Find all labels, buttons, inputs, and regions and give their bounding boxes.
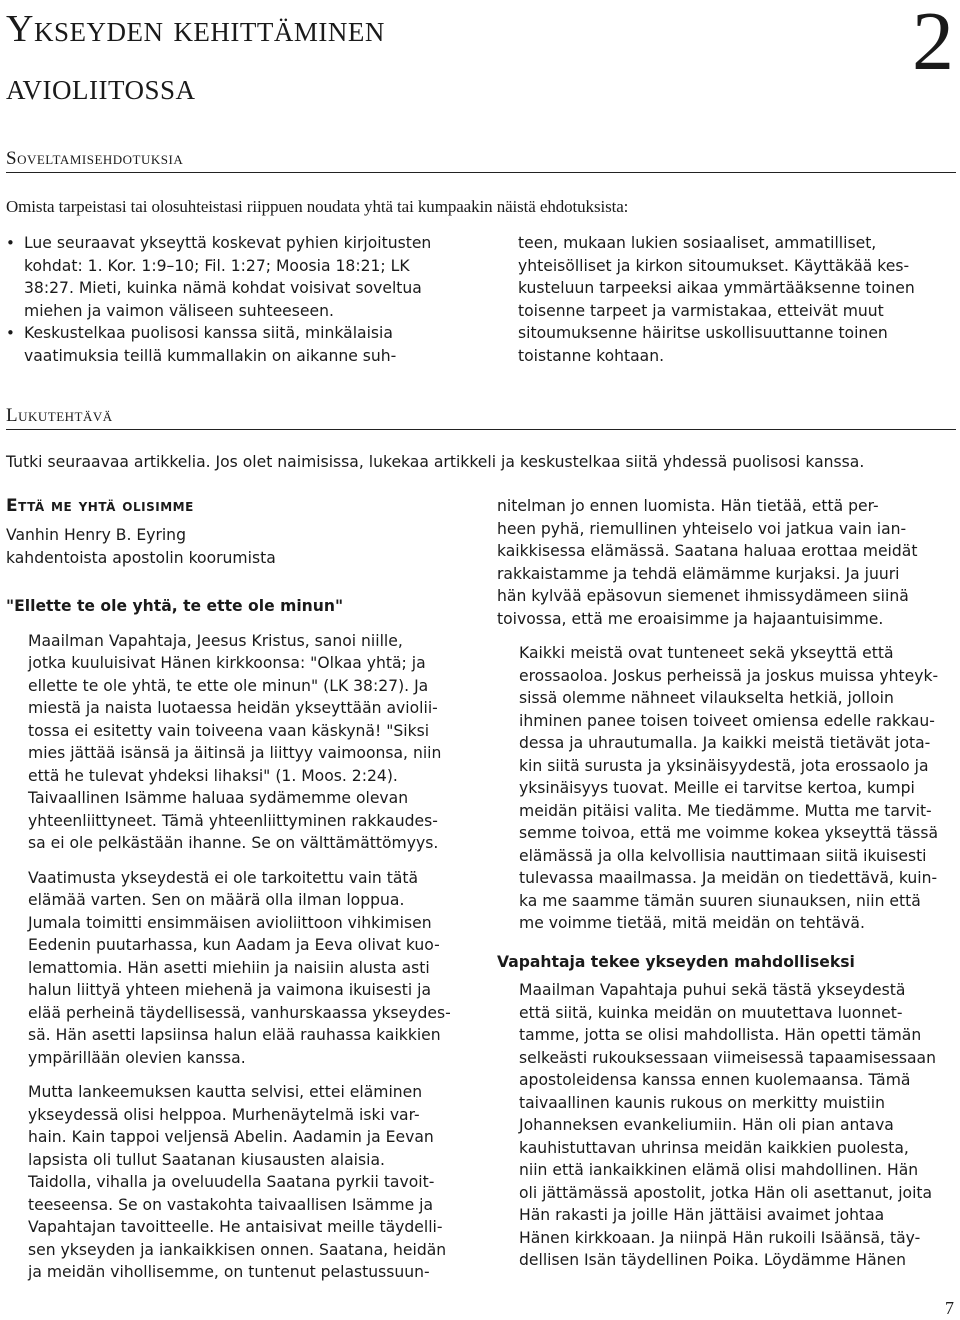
text-line: ka me saamme tämän suuren siunauksen, niin että — [519, 891, 921, 910]
text-line: heen pyhä, riemullinen yhteiselo voi jatkua vain ian- — [497, 519, 907, 538]
article-paragraph — [497, 495, 959, 630]
text-line: Taivaallinen Isämme haluaa sydämemme olevan — [28, 789, 409, 807]
text-line: ympärillään olevien kanssa. — [28, 1048, 246, 1067]
text-line: yksinäisyys tuovat. Meille ei tarvitse kertoa, kumpi — [519, 779, 915, 797]
text-line: tossa ei esitetty vain toiveena vaan käskynä! "Siksi — [28, 721, 430, 740]
text-line: semme toivoa, että me voimme kokea ykseyttä tässä — [519, 824, 938, 842]
text-line: ihminen panee toisen toiveet omiensa edelle rakkau- — [519, 711, 935, 730]
text-line: että he tulevat yhdeksi lihaksi" (1. Moos. 2:24). — [28, 766, 398, 785]
text-line: teen, mukaan lukien sosiaaliset, ammatilliset, — [518, 234, 877, 252]
text-line: sissä olemme nähneet vilaukselta hetkiä, jolloin — [519, 689, 894, 707]
text-line: 38:27. Mieti, kuinka nämä kohdat voisivat soveltua — [24, 279, 422, 297]
text-line: Hän rakasti ja joille Hän jättäisi avaimet johtaa — [519, 1206, 885, 1224]
article-right-column — [497, 495, 959, 1284]
text-line: selkeästi rukouksessaan viimeisessä tapaamisessaan — [519, 1048, 936, 1067]
text-line: jotka kuuluisivat Hänen kirkkoonsa: "Olkaa yhtä; ja — [28, 654, 426, 672]
text-line: apostoleidensa kanssa ennen kuolemaansa. Tämä — [519, 1071, 911, 1089]
text-line: kohdat: 1. Kor. 1:9–10; Fil. 1:27; Moosia 18:21; LK — [24, 256, 410, 275]
text-line: me voimme tietää, mitä meidän on tehtävä. — [519, 914, 865, 932]
text-line: sitoumuksenne häiritse uskollisuuttanne toinen — [518, 324, 888, 342]
text-line: toistanne kohtaan. — [518, 346, 665, 365]
text-line: rakkaistamme ja tehdä elämämme kurjaksi. Ja juuri — [497, 564, 900, 583]
text-line: dessa ja uhrautumalla. Ja kaikki meistä tietävät jota- — [519, 734, 931, 752]
text-line: oli jättämässä apostolit, jotka Hän oli asettanut, joita — [519, 1183, 933, 1202]
page-number: 7 — [945, 1298, 954, 1318]
applications-left-column — [6, 232, 476, 367]
text-line: yhteenliittyneet. Tämä yhteenliittyminen rakkaudes- — [28, 811, 438, 830]
article-author: Vanhin Henry B. Eyring — [6, 526, 186, 544]
text-line: kusteluun tarpeeksi aikaa ymmärtääksenne toinen — [518, 279, 915, 297]
text-line: Kaikki meistä ovat tunteneet sekä ykseyttä että — [519, 644, 894, 662]
text-line: kaikkisessa elämässä. Saatana haluaa erottaa meidät — [497, 542, 918, 560]
text-line: Taidolla, vihalla ja oveluudella Saatana pyrkii tavoit- — [28, 1173, 435, 1191]
text-line: hain. Kain tappoi veljensä Abelin. Aadamin ja Eevan — [28, 1128, 434, 1146]
text-line: Maailman Vapahtaja puhui sekä tästä ykseydestä — [519, 981, 906, 999]
text-line: Lue seuraavat ykseyttä koskevat pyhien kirjoitusten — [24, 234, 432, 252]
text-line: tulevassa maailmassa. Ja meidän on tiedettävä, kuin- — [519, 869, 938, 887]
article-title: Että me yhtä olisimme — [6, 496, 194, 516]
text-line: lapsista oli tullut Saatanan kiusausten alaisia. — [28, 1150, 385, 1169]
applications-intro: Omista tarpeistasi tai olosuhteistasi riippuen noudata yhtä tai kumpaakin näistä ehdotuksista: — [6, 197, 629, 216]
text-line: toisenne tarpeet ja varmistakaa, etteivät muut — [518, 301, 884, 320]
text-line: elämässä ja olla kelvollisia nauttimaan siitä ikuisesti — [519, 846, 927, 865]
reading-lede: Tutki seuraavaa artikkelia. Jos olet naimisissa, lukekaa artikkeli ja keskustelkaa siitä yhdessä puolisosi kanssa. — [6, 453, 865, 471]
bullet-dot: • — [6, 234, 15, 252]
text-line: toivossa, että me eroaisimme ja hajaantuisimme. — [497, 609, 884, 628]
text-line: Vapahtajan tavoitteelle. He antaisivat meille täydelli- — [28, 1218, 443, 1236]
text-line: Hänen kirkkoaan. Ja niinpä Hän rukoili Isäänsä, täy- — [519, 1228, 921, 1247]
text-line: lemattomia. Hän asetti miehiin ja naisiin alusta asti — [28, 958, 430, 977]
bullet2-continued-lines — [518, 232, 958, 367]
text-line: Jumala toimitti ensimmäisen avioliittoon vihkimisen — [28, 913, 432, 932]
text-line: Maailman Vapahtaja, Jeesus Kristus, sanoi niille, — [28, 631, 403, 650]
chapter-number: 2 — [912, 0, 954, 88]
bullet-dot: • — [6, 324, 15, 342]
applications-heading: Soveltamisehdotuksia — [6, 148, 956, 173]
text-line: meidän pitäisi valita. Me tiedämme. Mutta me tarvit- — [519, 801, 932, 820]
article-paragraph — [497, 642, 959, 935]
text-line: ellette te ole yhtä, te ette ole minun" (LK 38:27). Ja — [28, 676, 429, 695]
text-line: sa ei ole pelkästään ihanne. Se on välttämättömyys. — [28, 834, 439, 852]
text-line: nitelman jo ennen luomista. Hän tietää, että per- — [497, 497, 879, 515]
chapter-title-line1: Ykseyden kehittäminen — [6, 8, 385, 50]
article-paragraph — [6, 630, 468, 855]
article-byline — [6, 524, 476, 569]
text-line: halun liittyä yhteen miehenä ja vaimona ikuisesti ja — [28, 981, 432, 999]
article-paragraph — [6, 1081, 468, 1284]
text-line: ykseydessä olisi helppoa. Murhenäytelmä iski var- — [28, 1105, 420, 1124]
text-line: yhteisölliset ja kirkon sitoumukset. Käyttäkää kes- — [518, 256, 910, 275]
text-line: dellisen Isän täydellinen Poika. Löydämme Hänen — [519, 1251, 907, 1269]
article-left-column — [6, 595, 468, 1296]
text-line: teeseensa. Se on vastakohta taivaallisen Isämme ja — [28, 1195, 434, 1214]
text-line: taivaallinen kaunis rukous on merkitty muistiin — [519, 1093, 885, 1112]
text-line: mies jättää isänsä ja äitinsä ja liittyy vaimoonsa, niin — [28, 744, 442, 762]
text-line: sen ykseyden ja iankaikkisen onnen. Saatana, heidän — [28, 1240, 447, 1259]
text-line: Keskustelkaa puolisosi kanssa siitä, minkälaisia — [24, 324, 393, 342]
text-line: tamme, jotta se olisi mahdollista. Hän opetti tämän — [519, 1026, 922, 1044]
article-paragraph — [6, 867, 468, 1070]
text-line: elämää varten. Sen on määrä olla ilman loppua. — [28, 891, 405, 909]
article-subheading: Vapahtaja tekee ykseyden mahdolliseksi — [497, 952, 855, 971]
reading-heading: Lukutehtävä — [6, 405, 956, 430]
article-quote-heading: "Ellette te ole yhtä, te ette ole minun" — [6, 597, 344, 615]
bullet2-lines — [24, 322, 476, 367]
article-author-role: kahdentoista apostolin koorumista — [6, 548, 276, 567]
applications-right-column — [518, 232, 958, 367]
text-line: Eedenin puutarhassa, kun Aadam ja Eeva olivat kuo- — [28, 936, 440, 954]
text-line: kauhistuttavan uhrinsa meidän kaikkien puolesta, — [519, 1138, 909, 1157]
text-line: Mutta lankeemuksen kautta selvisi, ettei eläminen — [28, 1083, 423, 1101]
chapter-title-line2: avioliitossa — [6, 66, 196, 108]
bullet1-lines — [24, 232, 476, 322]
text-line: Vaatimusta ykseydestä ei ole tarkoitettu vain tätä — [28, 868, 419, 887]
text-line: erossaoloa. Joskus perheissä ja joskus muissa yhteyk- — [519, 666, 939, 685]
text-line: niin että iankaikkinen elämä olisi mahdollinen. Hän — [519, 1161, 919, 1179]
text-line: miehen ja vaimon väliseen suhteeseen. — [24, 301, 334, 320]
bullet-item-scriptures — [6, 232, 476, 322]
text-line: kin siitä surusta ja yksinäisyydestä, jota erossaolo ja — [519, 756, 929, 775]
text-line: hän kylvää epäsovun siemenet ihmissydämeen siinä — [497, 587, 909, 605]
text-line: elää perheinä täydellisessä, vanhurskaassa ykseydes- — [28, 1003, 451, 1022]
text-line: sä. Hän asetti lapsiinsa halun elää rauhassa kaikkien — [28, 1026, 441, 1044]
text-line: ja meidän vihollisemme, on tuntenut pelastussuun- — [28, 1263, 430, 1281]
text-line: miestä ja naista luotaessa heidän ykseyttään aviolii- — [28, 699, 438, 717]
text-line: että siitä, kuinka meidän on muutettava luonnet- — [519, 1003, 903, 1022]
text-line: vaatimuksia teillä kummallakin on aikanne suh- — [24, 346, 397, 365]
text-line: Johanneksen evankeliumiin. Hän oli pian antava — [519, 1116, 894, 1134]
bullet-item-discuss — [6, 322, 476, 367]
chapter-title — [6, 0, 766, 116]
article-paragraph — [497, 979, 959, 1272]
